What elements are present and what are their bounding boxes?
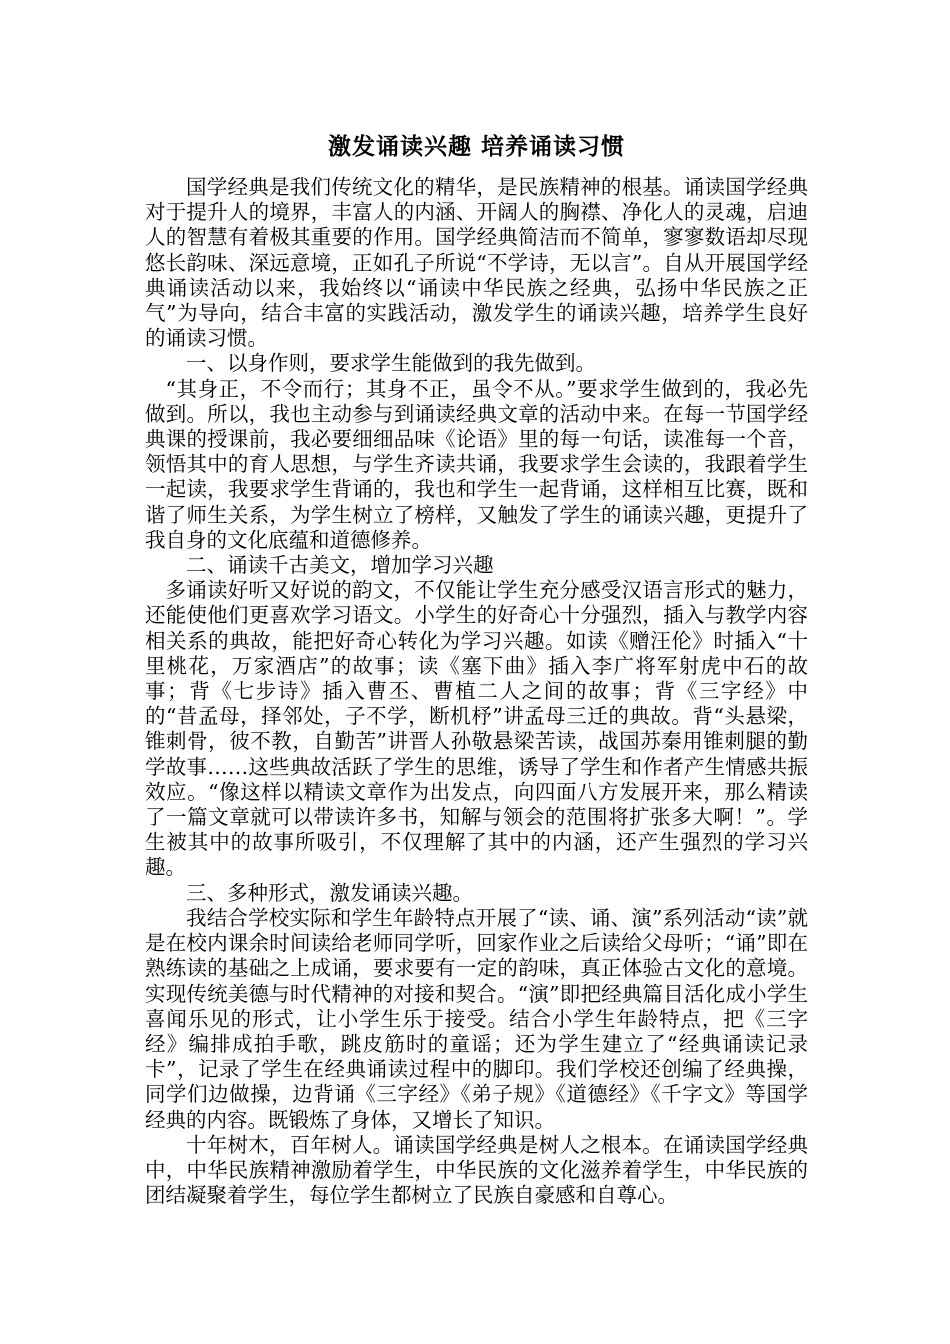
paragraph-section-1: “其身正，不令而行；其身不正，虽令不从。”要求学生做到的，我必先做到。所以，我也主动参与到诵读经典文章的活动中来。在每一节国学经典课的授课前，我必要细细品味《论语》里的每一句话，读准每一个音，领悟其中的育人思想，与学生齐读共诵，我要求学生会读的，我跟着学生一起读，我要求学生背诵的，我也和学生一起背诵，这样相互比赛，既和谐了师生关系，为学生树立了榜样，又触发了学生的诵读兴趣，更提升了我自身的文化底蕴和道德修养。: [145, 376, 808, 552]
document-title: 激发诵读兴趣 培养诵读习惯: [327, 134, 625, 160]
section-heading-1: 一、以身作则，要求学生能做到的我先做到。: [186, 351, 596, 376]
paragraph-section-2: 多诵读好听又好说的韵文，不仅能让学生充分感受汉语言形式的魅力，还能使他们更喜欢学习语文。小学生的好奇心十分强烈，插入与教学内容相关系的典故，能把好奇心转化为学习兴趣。如读《赠汪伦》时插入“十里桃花，万家酒店”的故事；读《塞下曲》插入李广将军射虎中石的故事；背《七步诗》插入曹丕、曹植二人之间的故事；背《三字经》中的“昔孟母，择邻处，子不学，断机杼”讲孟母三迁的典故。背“头悬梁，锥刺骨，彼不教，自勤苦”讲晋人孙敬悬梁苦读，战国苏秦用锥刺腿的勤学故事……这些典故活跃了学生的思维，诱导了学生和作者产生情感共振效应。“像这样以精读文章作为出发点，向四面八方发展开来，那么精读了一篇文章就可以带读许多书，知解与领会的范围将扩张多大啊！”。学生被其中的故事所吸引，不仅理解了其中的内涵，还产生强烈的学习兴趣。: [145, 578, 808, 880]
section-heading-3: 三、多种形式，激发诵读兴趣。: [186, 880, 473, 905]
paragraph-section-3: 我结合学校实际和学生年龄特点开展了“读、诵、演”系列活动“读”就是在校内课余时间读给老师同学听，回家作业之后读给父母听；“诵”即在熟练读的基础之上成诵，要求要有一定的韵味，真正体验古文化的意境。实现传统美德与时代精神的对接和契合。“演”即把经典篇目活化成小学生喜闻乐见的形式，让小学生乐于接受。结合小学生年龄特点，把《三字经》编排成拍手歌，跳皮筋时的童谣；还为学生建立了“经典诵读记录卡”，记录了学生在经典诵读过程中的脚印。我们学校还创编了经典操，同学们边做操，边背诵《三字经》《弟子规》《道德经》《千字文》等国学经典的内容。既锻炼了身体，又增长了知识。: [145, 905, 808, 1132]
paragraph-intro: 国学经典是我们传统文化的精华，是民族精神的根基。诵读国学经典对于提升人的境界，丰富人的内涵、开阔人的胸襟、净化人的灵魂，启迪人的智慧有着极其重要的作用。国学经典简洁而不简单，寥寥数语却尽现悠长韵味、深远意境，正如孔子所说“不学诗，无以言”。自从开展国学经典诵读活动以来，我始终以“诵读中华民族之经典，弘扬中华民族之正气”为导向，结合丰富的实践活动，激发学生的诵读兴趣，培养学生良好的诵读习惯。: [145, 175, 808, 351]
paragraph-conclusion: 十年树木，百年树人。诵读国学经典是树人之根本。在诵读国学经典中，中华民族精神激励着学生，中华民族的文化滋养着学生，中华民族的团结凝聚着学生，每位学生都树立了民族自豪感和自尊心。: [145, 1132, 808, 1208]
section-heading-2: 二、诵读千古美文，增加学习兴趣: [186, 553, 494, 578]
document-page: [145, 132, 808, 1208]
